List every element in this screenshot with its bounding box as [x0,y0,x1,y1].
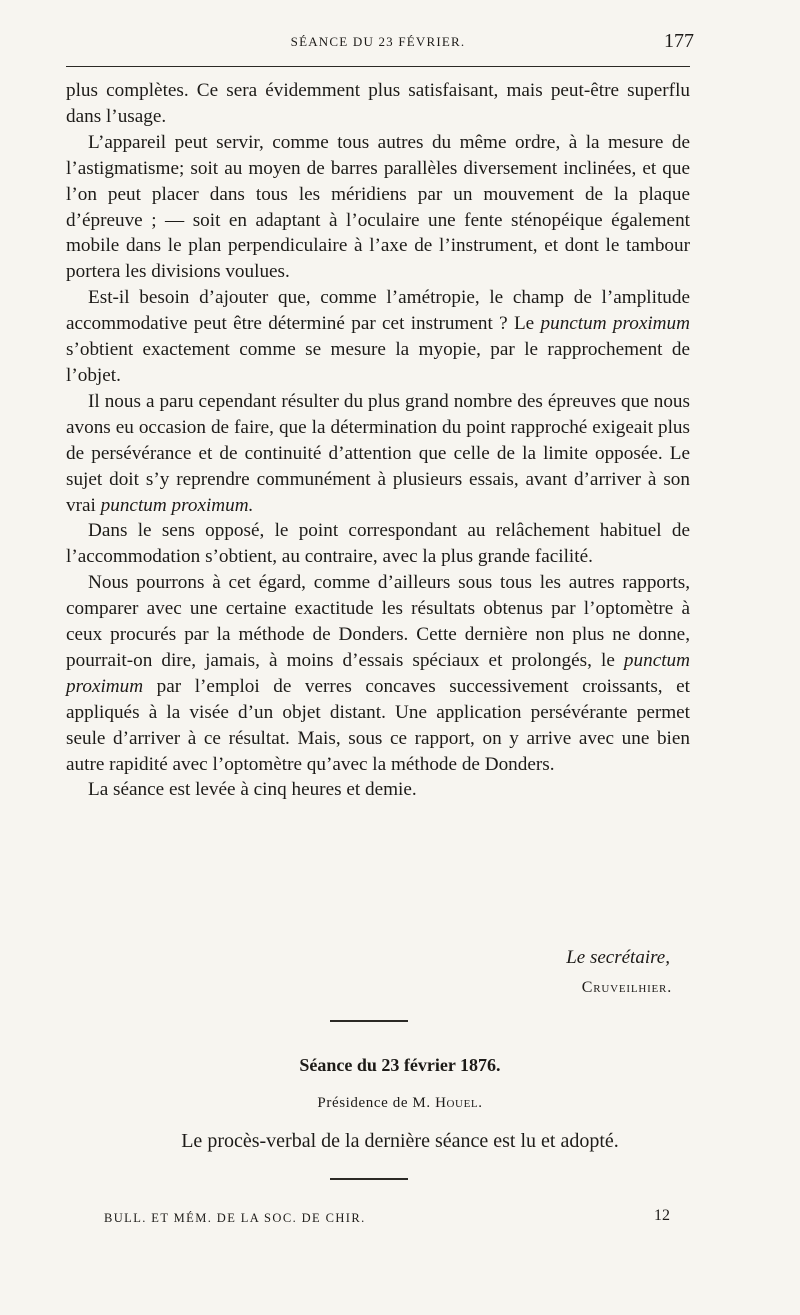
signature-title: Le secrétaire, [566,947,670,968]
paragraph-3 [66,285,690,389]
paragraph-4 [66,389,690,519]
minutes-line: Le procès-verbal de la dernière séance est lu et adopté. [181,1130,619,1152]
paragraph-6-text-a: Nous pourrons à cet égard, comme d’ailleurs sous tous les autres rapports, comparer avec une certaine exactitude les résultats obtenus par l’optomètre à ceux procurés par la méthode de Donders. Cette dernière non plus ne donne, pourrait-on dire, jamais, à moins d’essais spéciaux et prolongés, le [66,572,690,671]
footer-signature-mark: 12 [654,1207,670,1224]
paragraph-6-text-b: par l’emploi de verres concaves successivement croissants, et appliqués à la visée d’un objet distant. Une application persévérante permet seule d’arriver à ce résultat. Mais, sous ce rapport, on y arrive avec une bien autre rapidité avec l’optomètre qu’avec la méthode de Donders. [66,675,690,775]
paragraph-3-italic: punctum proximum [540,313,690,335]
paragraph-3-text-b: s’obtient exactement comme se mesure la myopie, par le rapprochement de l’objet. [66,339,690,386]
paragraph-6-italic: punctum proximum [66,649,690,697]
signature-block [566,943,672,1003]
page-number: 177 [664,30,694,52]
paragraph-2: L’appareil peut servir, comme tous autres du même ordre, à la mesure de l’astigmatisme; soit au moyen de barres parallèles diversement inclinées, et que l’on peut placer dans tous les méridiens par un mouvement de la plaque d’épreuve ; — soit en adaptant à l’oculaire une fente sténopéique également mobile dans le plan perpendiculaire à l’axe de l’instrument, et dont le tambour portera les divisions voulues. [66,131,690,283]
section-divider-bottom [330,1178,408,1180]
paragraph-7: La séance est levée à cinq heures et demie. [88,779,417,801]
president-name: Houel. [435,1095,483,1111]
paragraph-5: Dans le sens opposé, le point correspondant au relâchement habituel de l’accommodation s’obtient, au contraire, avec la plus grande facilité. [66,520,690,568]
presidency-prefix: Présidence de M. [317,1095,436,1111]
header-rule [66,66,690,67]
presidency-line [0,1095,800,1112]
paragraph-4-text: Il nous a paru cependant résulter du plus grand nombre des épreuves que nous avons eu occasion de faire, que la détermination du point rapproché exigeait plus de persévérance et de continuité d’attention que celle de la limite opposée. Le sujet doit s’y reprendre communément à plusieurs essais, avant d’arriver à son vrai [66,390,690,516]
footer-journal: BULL. ET MÉM. DE LA SOC. DE CHIR. [104,1211,366,1225]
section-divider-top [330,1020,408,1022]
paragraph-3-text-a: Est-il besoin d’ajouter que, comme l’amétropie, le champ de l’amplitude accommodative peut être déterminé par cet instrument ? Le [66,287,690,335]
paragraph-6 [66,570,690,777]
section-title: Séance du 23 février 1876. [299,1055,501,1075]
page-footer [104,1207,670,1226]
paragraph-4-italic: punctum proximum. [100,494,254,516]
main-text [66,78,690,803]
page-header [66,28,694,58]
running-title: SÉANCE DU 23 FÉVRIER. [290,34,466,49]
signature-name: Cruveilhier. [581,979,672,996]
paragraph-1: plus complètes. Ce sera évidemment plus satisfaisant, mais peut-être superflu dans l’usage. [66,80,690,127]
